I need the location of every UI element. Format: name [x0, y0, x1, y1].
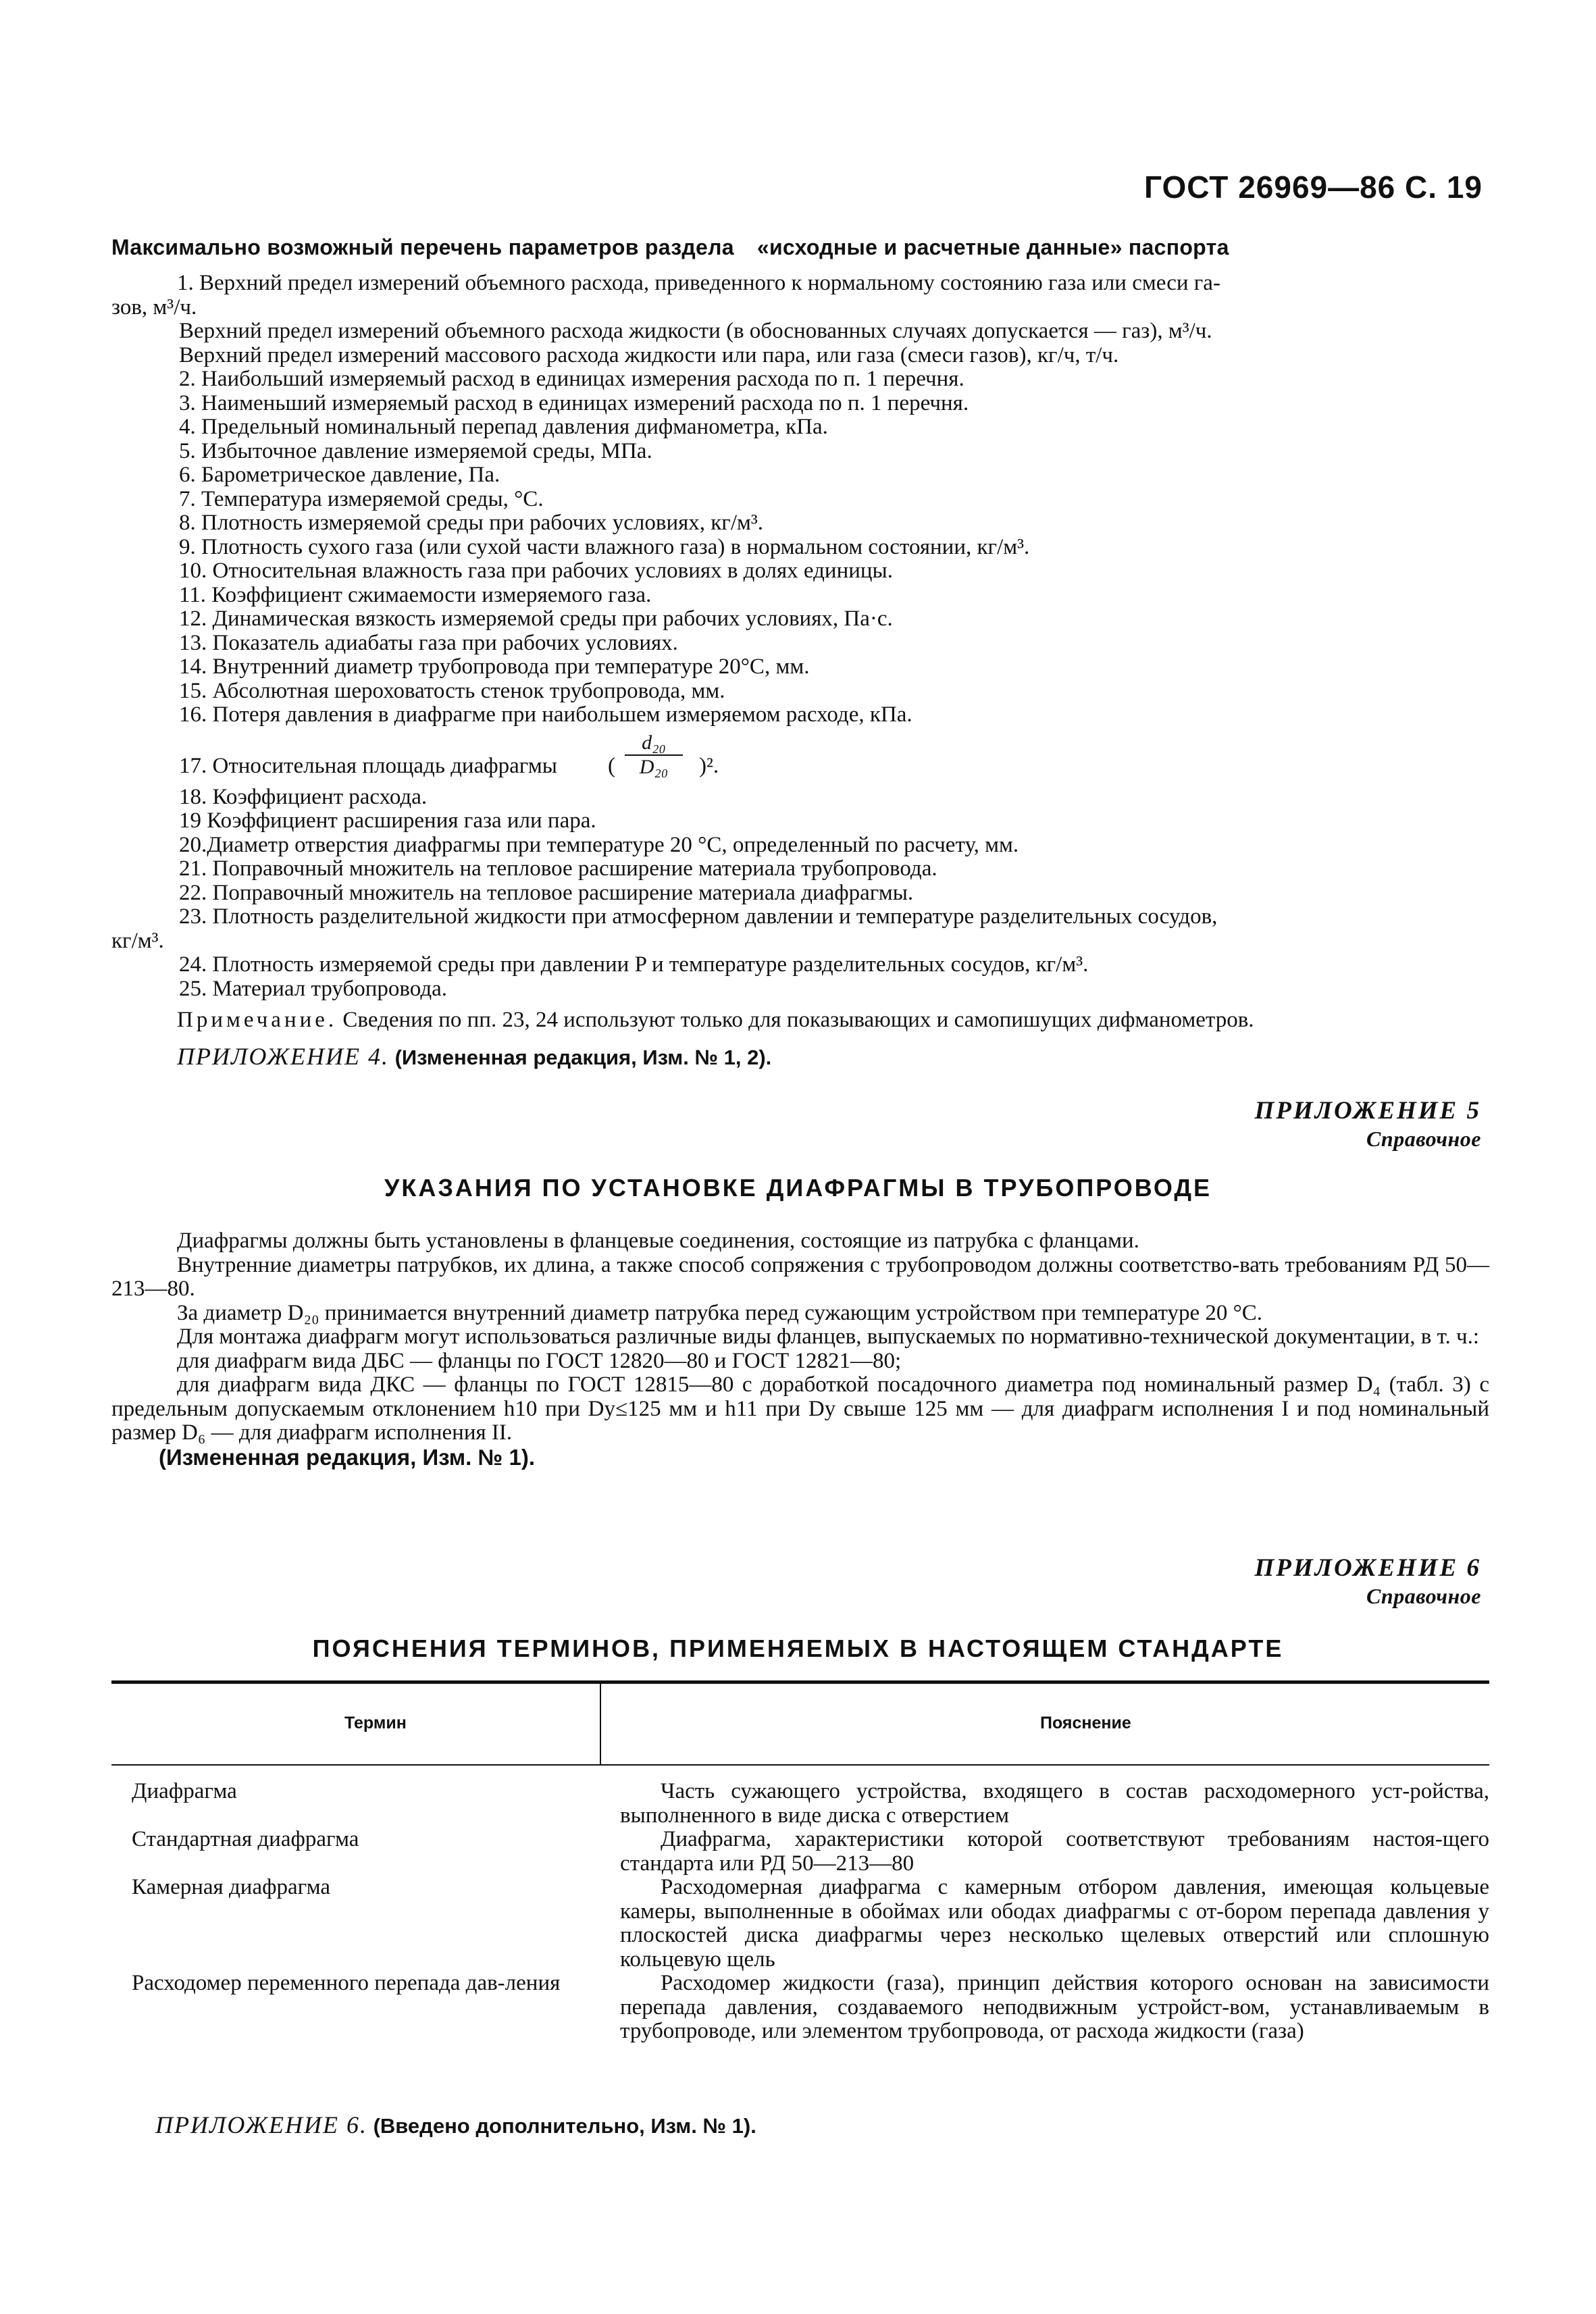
list-item-25: 25. Материал трубопровода. [179, 976, 448, 1001]
list-item-17 [111, 727, 1489, 786]
table-cell-explanation: Расходомер жидкости (газа), принцип действия которого основан на зависимости перепада давления, создаваемого неподвижным устройст-вом, устанавливаемым в трубопроводе, или элементом трубопровода, от расхода жидкости (газа) [620, 1971, 1489, 2043]
appendix5-sublabel: Справочное [1366, 1127, 1481, 1151]
list-item-3: 3. Наименьший измеряемый расход в единицах измерений расхода по п. 1 перечня. [179, 390, 969, 415]
table-header-term: Термин [344, 1714, 407, 1732]
list-item-14: 14. Внутренний диаметр трубопровода при температуре 20°С, мм. [179, 654, 810, 679]
appendix5-footnote: (Измененная редакция, Изм. № 1). [159, 1444, 535, 1470]
list-item-20: 20.Диаметр отверстия диафрагмы при температуре 20 °С, определенный по расчету, мм. [179, 832, 1019, 857]
appendix5-para-2: Внутренние диаметры патрубков, их длина, а также способ сопряжения с трубопроводом должны соответство-вать требованиям РД 50—213—80. [111, 1252, 1489, 1301]
list-item-23-cont: кг/м³. [111, 928, 164, 953]
list-item-19: 19 Коэффициент расширения газа или пара. [179, 808, 596, 833]
appendix4-text: (Измененная редакция, Изм. № 1, 2). [388, 1046, 772, 1069]
appendix6-label: ПРИЛОЖЕНИЕ 6 [1254, 1554, 1481, 1582]
list-item-16: 16. Потеря давления в диафрагме при наибольшем измеряемом расходе, кПа. [179, 702, 912, 727]
appendix6-label-block [1255, 1553, 1482, 1609]
list-item-12: 12. Динамическая вязкость измеряемой среды при рабочих условиях, Па·с. [179, 607, 893, 631]
appendix6-footnote-text: (Введено дополнительно, Изм. № 1). [367, 2114, 756, 2138]
table-cell-term: Расходомер переменного перепада дав-ления [132, 1971, 561, 1995]
list-item-17-text: 17. Относительная площадь диафрагмы [179, 753, 557, 778]
appendix6-footnote-label: ПРИЛОЖЕНИЕ 6. [155, 2111, 367, 2138]
appendix5-para-1: Диафрагмы должны быть установлены в фланцевые соединения, состоящие из патрубка с фланцами. [177, 1229, 1139, 1253]
appendix5-body [111, 1229, 1489, 1469]
list-item-18: 18. Коэффициент расхода. [179, 784, 428, 809]
list-item-13: 13. Показатель адиабаты газа при рабочих условиях. [179, 630, 678, 655]
table-cell-term: Камерная диафрагма [132, 1875, 331, 1899]
table-header-divider [600, 1683, 601, 1764]
table-cell-term: Диафрагма [132, 1779, 237, 1803]
appendix6-title: ПОЯСНЕНИЯ ТЕРМИНОВ, ПРИМЕНЯЕМЫХ В НАСТОЯЩЕМ СТАНДАРТЕ [312, 1635, 1284, 1662]
note-label: Примечание. [177, 1008, 338, 1032]
fraction-numerator: d₂₀ [642, 731, 666, 754]
list-item-10: 10. Относительная влажность газа при рабочих условиях в долях единицы. [179, 559, 893, 583]
list-item-21: 21. Поправочный множитель на тепловое расширение материала трубопровода. [179, 856, 937, 881]
list-item-24: 24. Плотность измеряемой среды при давлении P и температуре разделительных сосудов, кг/м³. [179, 952, 1089, 977]
list-item-6: 6. Барометрическое давление, Па. [179, 463, 500, 487]
list-item-9: 9. Плотность сухого газа (или сухой части влажного газа) в нормальном состоянии, кг/м³. [179, 534, 1030, 559]
params-title-quote: «исходные и расчетные данные» паспорта [756, 235, 1229, 259]
fraction-denominator: D₂₀ [639, 755, 669, 778]
list-item-23: 23. Плотность разделительной жидкости при атмосферном давлении и температуре разделительных сосудов, [179, 904, 1218, 929]
appendix5-para-6: для диафрагм вида ДКС — фланцы по ГОСТ 12815—80 с доработкой посадочного диаметра под номинальный размер D₄ (табл. 3) с предельным допускаемым отклонением h10 при Dу≤125 мм и h11 при Dу свыше 125 мм — для диафрагм исполнения I и под номинальный размер D₆ — для диафрагм исполнения II. [111, 1372, 1489, 1445]
list-item-1-cont: зов, м³/ч. [111, 294, 197, 319]
params-section-title [111, 235, 1229, 260]
appendix5-para-4: Для монтажа диафрагм могут использоваться различные виды фланцев, выпускаемых по нормативно-технической документации, в т. ч.: [177, 1325, 1480, 1349]
list-item-1c: Верхний предел измерений массового расхода жидкости или пара, или газа (смеси газов), кг/ч, т/ч. [179, 342, 1119, 367]
appendix5-label-block [1255, 1096, 1482, 1152]
paren-close: )². [699, 753, 719, 778]
list-item-1b: Верхний предел измерений объемного расхода жидкости (в обоснованных случаях допускается — газ), м³/ч. [179, 319, 1212, 343]
list-item-1: 1. Верхний предел измерений объемного расхода, приведенного к нормальному состоянию газа или смеси га- [177, 271, 1220, 295]
list-item-4: 4. Предельный номинальный перепад давления дифманометра, кПа. [179, 415, 828, 439]
appendix5-label: ПРИЛОЖЕНИЕ 5 [1254, 1097, 1481, 1125]
appendix4-footnote [177, 1042, 771, 1071]
table-cell-explanation: Расходомерная диафрагма с камерным отбором давления, имеющая кольцевые камеры, выполненные в обоймах или ободах диафрагмы с от-бором перепада давления у плоскостей диска диафрагмы через несколько щелевых отверстий или сплошную кольцевую щель [620, 1875, 1489, 1972]
appendix5-para-3: За диаметр D₂₀ принимается внутренний диаметр патрубка перед сужающим устройством при температуре 20 °С. [177, 1300, 1263, 1325]
list-item-11: 11. Коэффициент сжимаемости измеряемого газа. [179, 582, 652, 607]
appendix6-sublabel: Справочное [1366, 1584, 1481, 1608]
appendix5-title: УКАЗАНИЯ ПО УСТАНОВКЕ ДИАФРАГМЫ В ТРУБОПРОВОДЕ [384, 1174, 1212, 1202]
appendix4-label: ПРИЛОЖЕНИЕ 4. [177, 1043, 389, 1070]
list-item-5: 5. Избыточное давление измеряемой среды, МПа. [179, 438, 652, 463]
area-ratio-fraction [625, 731, 683, 779]
list-item-15: 15. Абсолютная шероховатость стенок трубопровода, мм. [179, 678, 725, 703]
appendix5-para-5: для диафрагм вида ДБС — фланцы по ГОСТ 12820—80 и ГОСТ 12821—80; [177, 1348, 902, 1373]
list-item-7: 7. Температура измеряемой среды, °С. [179, 486, 544, 511]
table-header-rule [111, 1764, 1489, 1766]
table-cell-explanation: Часть сужающего устройства, входящего в состав расходомерного уст-ройства, выполненного в виде диска с отверстием [620, 1779, 1489, 1828]
note-text: Сведения по пп. 23, 24 используют только для показывающих и самопишущих дифманометров. [337, 1008, 1254, 1032]
table-top-rule [111, 1680, 1489, 1684]
table-header-explanation: Пояснение [1040, 1714, 1131, 1732]
paren-open: ( [608, 753, 615, 778]
params-note [177, 1008, 1254, 1033]
list-item-8: 8. Плотность измеряемой среды при рабочих условиях, кг/м³. [179, 511, 764, 535]
list-item-2: 2. Наибольший измеряемый расход в единицах измерения расхода по п. 1 перечня. [179, 367, 964, 391]
table-cell-term: Стандартная диафрагма [132, 1827, 359, 1851]
table-cell-explanation: Диафрагма, характеристики которой соответствуют требованиям настоя-щего стандарта или РД 50—213—80 [620, 1827, 1489, 1876]
list-item-22: 22. Поправочный множитель на тепловое расширение материала диафрагмы. [179, 880, 914, 905]
appendix6-footnote [155, 2111, 756, 2139]
params-title-main: Максимально возможный перечень параметров раздела [111, 235, 734, 259]
params-list [111, 272, 1489, 1001]
page-header: ГОСТ 26969—86 С. 19 [1143, 170, 1483, 205]
